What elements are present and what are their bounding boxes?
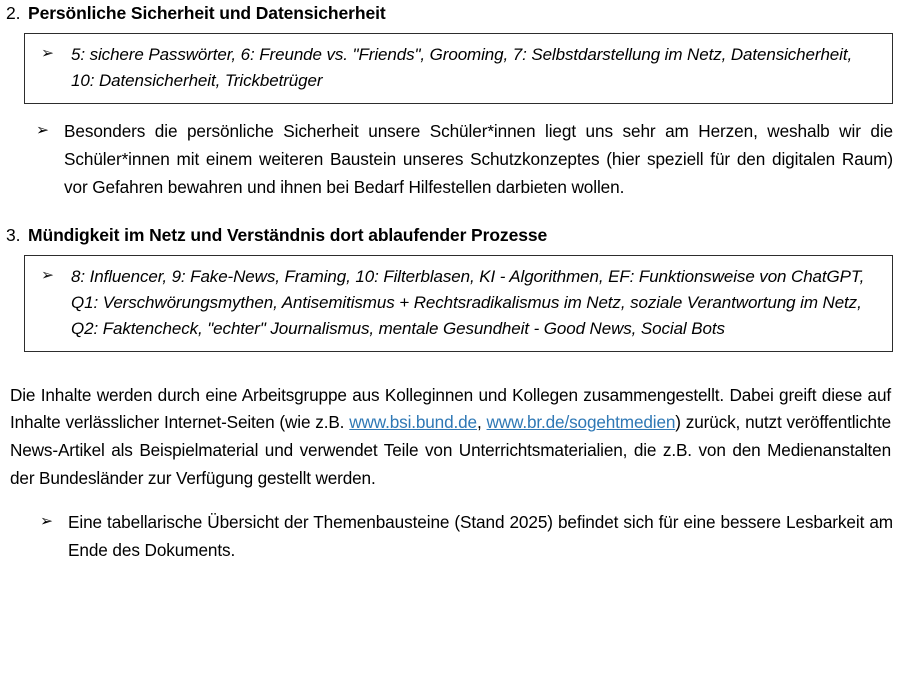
section-2-topic-box [24, 33, 893, 104]
section-2-topic-text: 5: sichere Passwörter, 6: Freunde vs. "Friends", Grooming, 7: Selbstdarstellung im Netz, Datensicherheit, 10: Datensicherheit, Trickbetrüger [71, 45, 853, 91]
box-bullet-row [35, 42, 880, 94]
section-title-3: Mündigkeit im Netz und Verständnis dort ablaufender Prozesse [28, 224, 548, 245]
section-number-2: 2. [6, 3, 21, 23]
final-bullet-text: Eine tabellarische Übersicht der Themenbausteine (Stand 2025) befindet sich für eine bessere Lesbarkeit am Ende des Dokuments. [68, 511, 893, 560]
document-page [0, 2, 900, 673]
section-3-topic-text: 8: Influencer, 9: Fake-News, Framing, 10: Filterblasen, KI - Algorithmen, EF: Funktionsweise von ChatGPT, Q1: Verschwörungsmythen, Antisemitismus + Rechtsradikalismus im Netz, soziale Verantwortung im Netz, Q2: Faktencheck, "echter" Journalismus, mentale Gesundheit - Good News, Social Bots [71, 267, 865, 338]
closing-paragraph-part1: Die Inhalte werden durch eine Arbeitsgruppe aus Kolleginnen und Kollegen zusammengestellt. Dabei greift diese auf Inhalte verlässlicher Internet-Seiten (wie z.B. [10, 384, 891, 433]
section-heading-3 [6, 224, 884, 246]
arrow-bullet-icon: ➢ [41, 267, 54, 285]
section-title-2: Persönliche Sicherheit und Datensicherheit [28, 3, 386, 23]
section-number-3: 3. [6, 224, 21, 245]
arrow-bullet-icon: ➢ [40, 512, 53, 530]
link-br-sogehtmedien[interactable]: www.br.de/sogehtmedien [486, 412, 676, 433]
section-2-paragraph-text: Besonders die persönliche Sicherheit unsere Schüler*innen liegt uns sehr am Herzen, weshalb wir die Schüler*innen mit einem weiteren Baustein unseres Schutzkonzeptes (hier speziell für den digitalen Raum) vor Gefahren bewahren und ihnen bei Bedarf Hilfestellen darbieten wollen. [64, 121, 893, 197]
link-bsi-bund[interactable]: www.bsi.bund.de [349, 412, 477, 433]
closing-paragraph-part3: ) zurück, nutzt veröffentlichte News-Artikel als Beispielmaterial und verwendet Teile von Unterrichtsmaterialien, die z.B. von den Medienanstalten der Bundesländer zur Verfügung gestellt werden. [10, 412, 891, 489]
box-bullet-row [35, 264, 880, 341]
section-heading-2 [6, 2, 884, 24]
section-3-topic-box [24, 255, 893, 351]
section-2-bullet-paragraph [24, 118, 893, 202]
closing-paragraph [10, 382, 891, 493]
arrow-bullet-icon: ➢ [36, 122, 49, 140]
final-bullet-paragraph [24, 509, 893, 565]
closing-paragraph-part2: , [476, 412, 487, 433]
arrow-bullet-icon: ➢ [41, 45, 54, 63]
